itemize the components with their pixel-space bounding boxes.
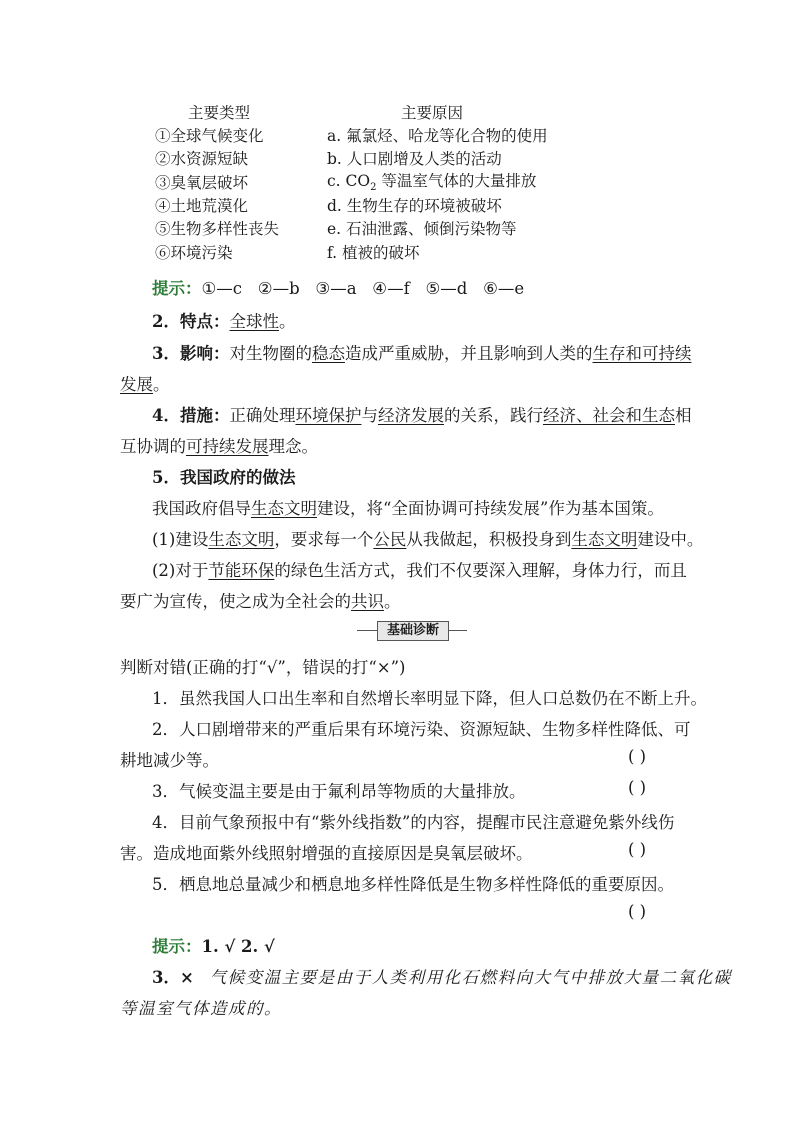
government-paragraph: 我国政府倡导生态文明建设，将“全面协调可持续发展”作为基本国策。	[152, 499, 664, 518]
table-header-types: 主要类型	[188, 104, 251, 122]
cause-item: b. 人口剧增及人类的活动	[327, 150, 502, 168]
answer-blank: 生态文明	[208, 530, 275, 549]
hint-explanation-3-cont: 等温室气体造成的。	[120, 999, 282, 1018]
hint-explanation-3: 3．× 气候变温主要是由于人类利用化石燃料向大气中排放大量二氧化碳	[152, 968, 732, 987]
judge-question-3: 3．气候变温主要是由于氟利昂等物质的大量排放。	[152, 782, 526, 801]
type-item: ⑥环境污染	[155, 244, 233, 262]
badge-rule	[357, 630, 377, 631]
judge-question-4: 4．目前气象预报中有“紫外线指数”的内容，提醒市民注意避免紫外线伤	[152, 813, 675, 832]
answer-blank: 公民	[373, 530, 407, 549]
answer-blank: 可持续发展	[186, 437, 269, 456]
judge-question-5: 5．栖息地总量减少和栖息地多样性降低是生物多样性降低的重要原因。	[152, 875, 674, 894]
type-item: ①全球气候变化	[155, 127, 264, 145]
judge-instructions: 判断对错(正确的打“√”，错误的打“×”)	[120, 658, 406, 677]
hint-pair: ②—b	[257, 279, 300, 298]
hint-label: 提示：	[152, 937, 202, 956]
judge-question-2: 2．人口剧增带来的严重后果有环境污染、资源短缺、生物多样性降低、可	[152, 720, 691, 739]
answer-blank: 环境保护	[295, 406, 362, 425]
hint-pair: ⑤—d	[425, 279, 468, 298]
answer-blank: 节能环保	[208, 561, 275, 580]
badge-label: 基础诊断	[377, 621, 449, 641]
judge-question-2-cont: 耕地减少等。	[120, 751, 219, 770]
type-item: ②水资源短缺	[155, 150, 249, 168]
item-measures-cont: 互协调的可持续发展理念。	[120, 437, 318, 456]
cause-item: c. $CO_2$ 等温室气体的大量排放	[327, 172, 537, 194]
item-impact-cont: 发展。	[120, 375, 170, 394]
answer-parentheses[interactable]: ( )	[628, 902, 647, 921]
judge-question-1: 1．虽然我国人口出生率和自然增长率明显下降，但人口总数仍在不断上升。	[152, 689, 707, 708]
answer-blank: 共识	[351, 592, 384, 611]
hint-pair: ①—c	[201, 279, 243, 298]
cause-item: e. 石油泄露、倾倒污染物等	[327, 220, 517, 238]
answer-blank: 生态文明	[571, 530, 638, 549]
section-badge	[357, 620, 467, 642]
type-item: ③臭氧层破坏	[155, 174, 249, 192]
government-point-2-cont: 要广为宣传，使之成为全社会的共识。	[120, 592, 401, 611]
answer-blank: 生态文明	[251, 499, 317, 518]
answer-blank: 发展	[120, 375, 153, 394]
hint-label: 提示：	[152, 279, 202, 298]
answer-parentheses[interactable]: ( )	[628, 747, 647, 766]
cause-item: f. 植被的破坏	[327, 244, 420, 262]
hint-answers: 提示：1. √ 2. √	[152, 937, 275, 956]
answer-blank: 经济、社会和生态	[542, 406, 675, 425]
item-feature: 2．特点：全球性。	[152, 312, 296, 331]
item-measures: 4．措施：正确处理环境保护与经济发展的关系，践行经济、社会和生态相	[152, 406, 692, 425]
hint-pair: ③—a	[315, 279, 357, 298]
type-item: ④土地荒漠化	[155, 197, 249, 215]
item-government-title: 5．我国政府的做法	[152, 468, 296, 487]
table-header-causes: 主要原因	[401, 104, 464, 122]
government-point-1: (1)建设生态文明，要求每一个公民从我做起，积极投身到生态文明建设中。	[152, 530, 704, 549]
answer-blank: 经济发展	[377, 406, 444, 425]
type-item: ⑤生物多样性丧失	[155, 220, 280, 238]
answer-blank: 稳态	[311, 344, 345, 363]
hint-pair: ④—f	[372, 279, 410, 298]
answer-blank: 生存和可持续	[592, 344, 692, 363]
answer-blank: 全球性	[229, 312, 279, 331]
government-point-2: (2)对于节能环保的绿色生活方式，我们不仅要深入理解，身体力行，而且	[152, 561, 687, 580]
answer-parentheses[interactable]: ( )	[628, 840, 647, 859]
answer-parentheses[interactable]: ( )	[628, 778, 647, 797]
hint-matching	[152, 275, 712, 299]
judge-question-4-cont: 害。造成地面紫外线照射增强的直接原因是臭氧层破坏。	[120, 844, 533, 863]
cause-item: d. 生物生存的环境被破坏	[327, 197, 502, 215]
badge-rule	[449, 630, 467, 631]
hint-pair: ⑥—e	[483, 279, 525, 298]
item-impact: 3．影响：对生物圈的稳态造成严重威胁，并且影响到人类的生存和可持续	[152, 344, 692, 363]
cause-item: a. 氟氯烃、哈龙等化合物的使用	[327, 127, 548, 145]
